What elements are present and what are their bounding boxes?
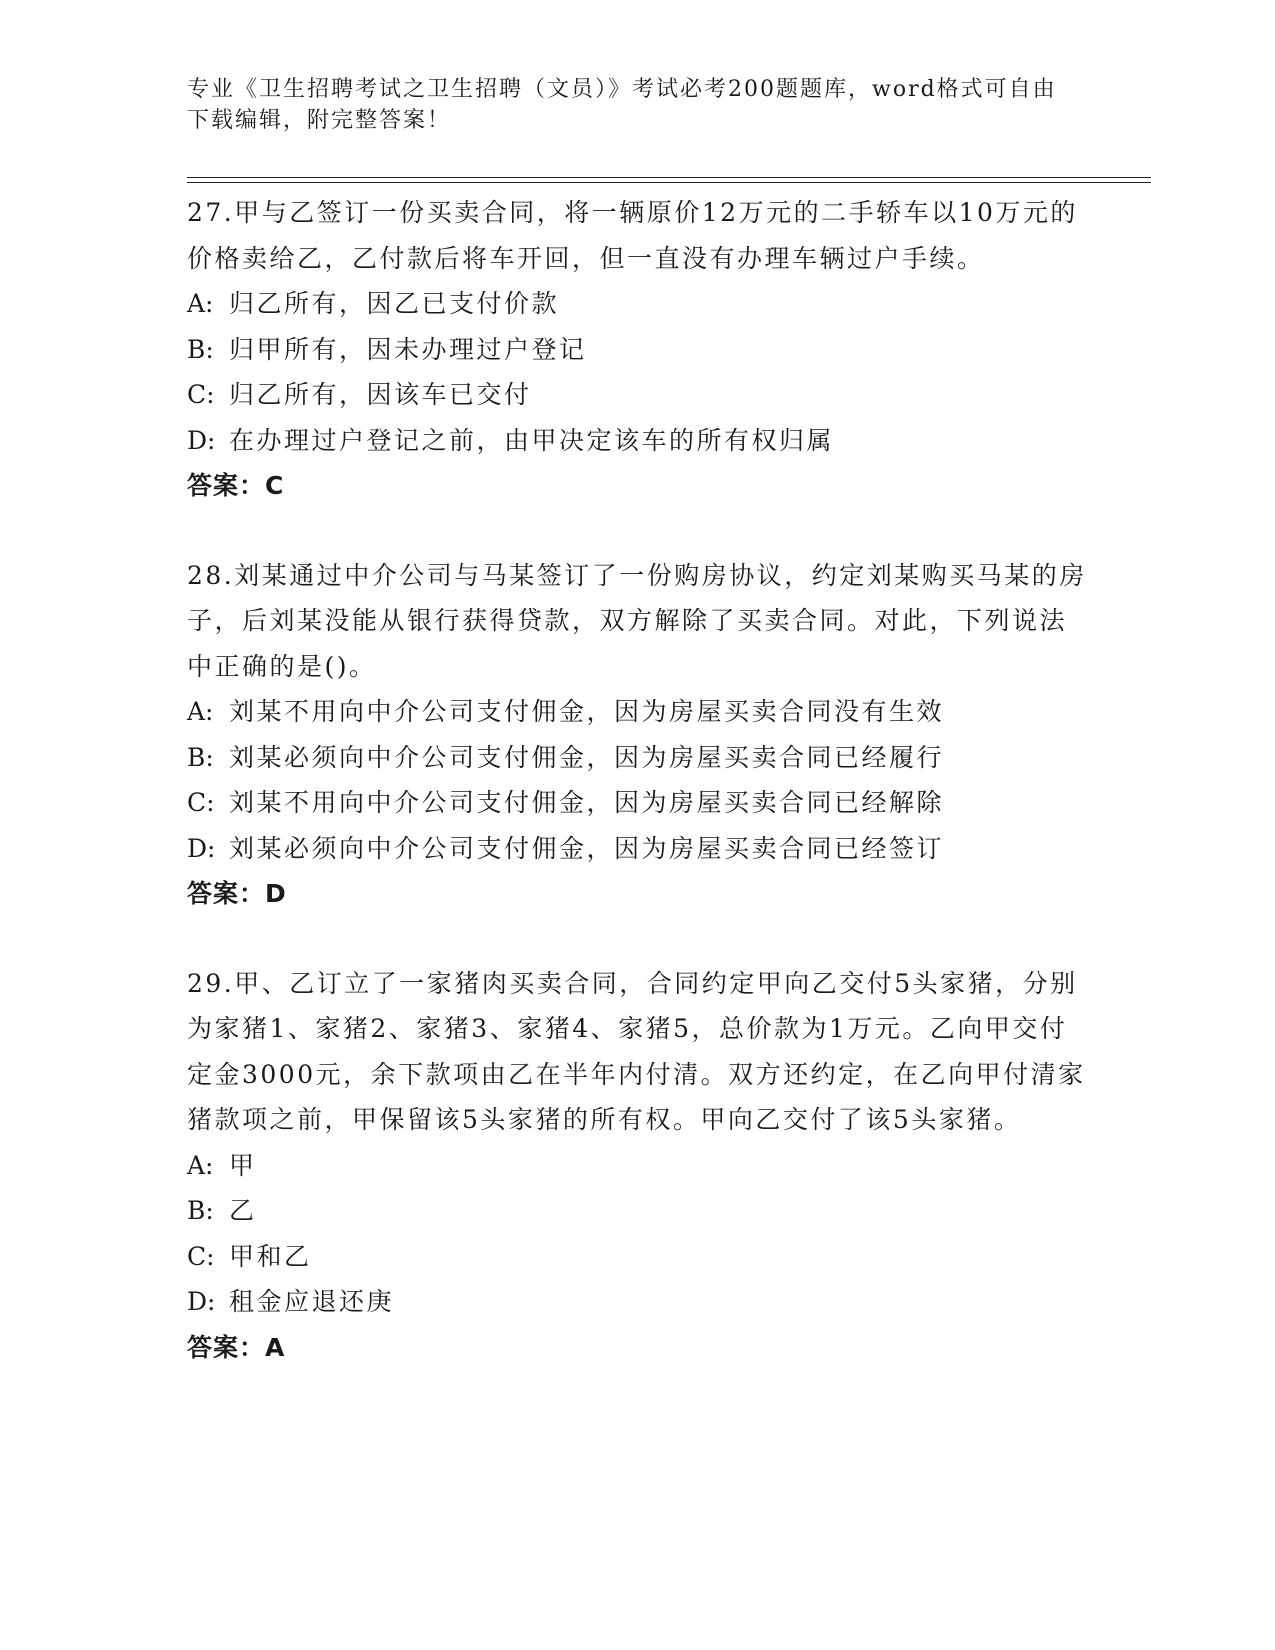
option-text: 在办理过户登记之前，由甲决定该车的所有权归属 bbox=[229, 425, 835, 455]
option-text: 刘某必须向中介公司支付佣金，因为房屋买卖合同已经签订 bbox=[229, 833, 945, 863]
option-d bbox=[187, 418, 1087, 464]
option-text: 归甲所有，因未办理过户登记 bbox=[229, 334, 587, 364]
answer-line: 答案：D bbox=[187, 879, 287, 908]
option-text: 归乙所有，因乙已支付价款 bbox=[229, 289, 560, 318]
question-stem: 29.甲、乙订立了一家猪肉买卖合同，合同约定甲向乙交付5头家猪，分别为家猪1、家猪2、家猪3、家猪4、家猪5，总价款为1万元。乙向甲交付定金3000元，余下款项由乙在半年内付清。双方还约定，在乙向甲付清家猪款项之前，甲保留该5头家猪的所有权。甲向乙交付了该5头家猪。 bbox=[187, 968, 1086, 1134]
option-letter: D: bbox=[187, 1287, 216, 1316]
question-stem: 28.刘某通过中介公司与马某签订了一份购房协议，约定刘某购买马某的房子，后刘某没能从银行获得贷款，双方解除了买卖合同。对此，下列说法中正确的是()。 bbox=[187, 560, 1087, 681]
option-text: 甲 bbox=[229, 1150, 257, 1180]
option-text: 刘某不用向中介公司支付佣金，因为房屋买卖合同没有生效 bbox=[229, 697, 945, 726]
option-c bbox=[187, 1234, 1087, 1280]
option-letter: C: bbox=[187, 1241, 215, 1271]
option-b bbox=[187, 735, 1087, 781]
answer-line: 答案：C bbox=[187, 471, 285, 500]
option-letter: B: bbox=[187, 742, 214, 772]
option-letter: A: bbox=[187, 697, 214, 726]
option-letter: C: bbox=[187, 788, 215, 817]
question-spacer bbox=[187, 917, 1087, 961]
option-b bbox=[187, 1188, 1087, 1234]
header-divider-thin bbox=[187, 182, 1151, 183]
option-letter: A: bbox=[187, 289, 214, 318]
question-stem: 27.甲与乙签订一份买卖合同，将一辆原价12万元的二手轿车以10万元的价格卖给乙，乙付款后将车开回，但一直没有办理车辆过户手续。 bbox=[187, 198, 1078, 273]
document-header: 专业《卫生招聘考试之卫生招聘（文员）》考试必考200题题库，word格式可自由下载编辑，附完整答案！ bbox=[187, 77, 1057, 133]
option-letter: D: bbox=[187, 833, 216, 863]
option-c bbox=[187, 780, 1087, 826]
option-b bbox=[187, 327, 1087, 373]
option-d bbox=[187, 826, 1087, 872]
option-text: 甲和乙 bbox=[229, 1241, 312, 1271]
question-list bbox=[187, 190, 1087, 1370]
header-divider-thick bbox=[187, 177, 1151, 178]
option-letter: B: bbox=[187, 1196, 214, 1225]
question-spacer bbox=[187, 509, 1087, 553]
option-text: 乙 bbox=[229, 1196, 257, 1225]
option-letter: C: bbox=[187, 380, 215, 409]
option-d bbox=[187, 1279, 1087, 1325]
option-a bbox=[187, 1143, 1087, 1189]
option-text: 刘某必须向中介公司支付佣金，因为房屋买卖合同已经履行 bbox=[229, 742, 945, 772]
option-text: 刘某不用向中介公司支付佣金，因为房屋买卖合同已经解除 bbox=[229, 788, 945, 817]
option-letter: D: bbox=[187, 425, 216, 455]
option-a bbox=[187, 281, 1087, 327]
answer-line: 答案：A bbox=[187, 1332, 286, 1362]
option-letter: B: bbox=[187, 334, 214, 364]
option-c bbox=[187, 372, 1087, 418]
option-letter: A: bbox=[187, 1150, 214, 1180]
question-27 bbox=[187, 190, 1087, 509]
question-29 bbox=[187, 961, 1087, 1371]
option-a bbox=[187, 689, 1087, 735]
question-28 bbox=[187, 553, 1087, 917]
option-text: 归乙所有，因该车已交付 bbox=[229, 380, 532, 409]
option-text: 租金应退还庚 bbox=[229, 1287, 395, 1316]
